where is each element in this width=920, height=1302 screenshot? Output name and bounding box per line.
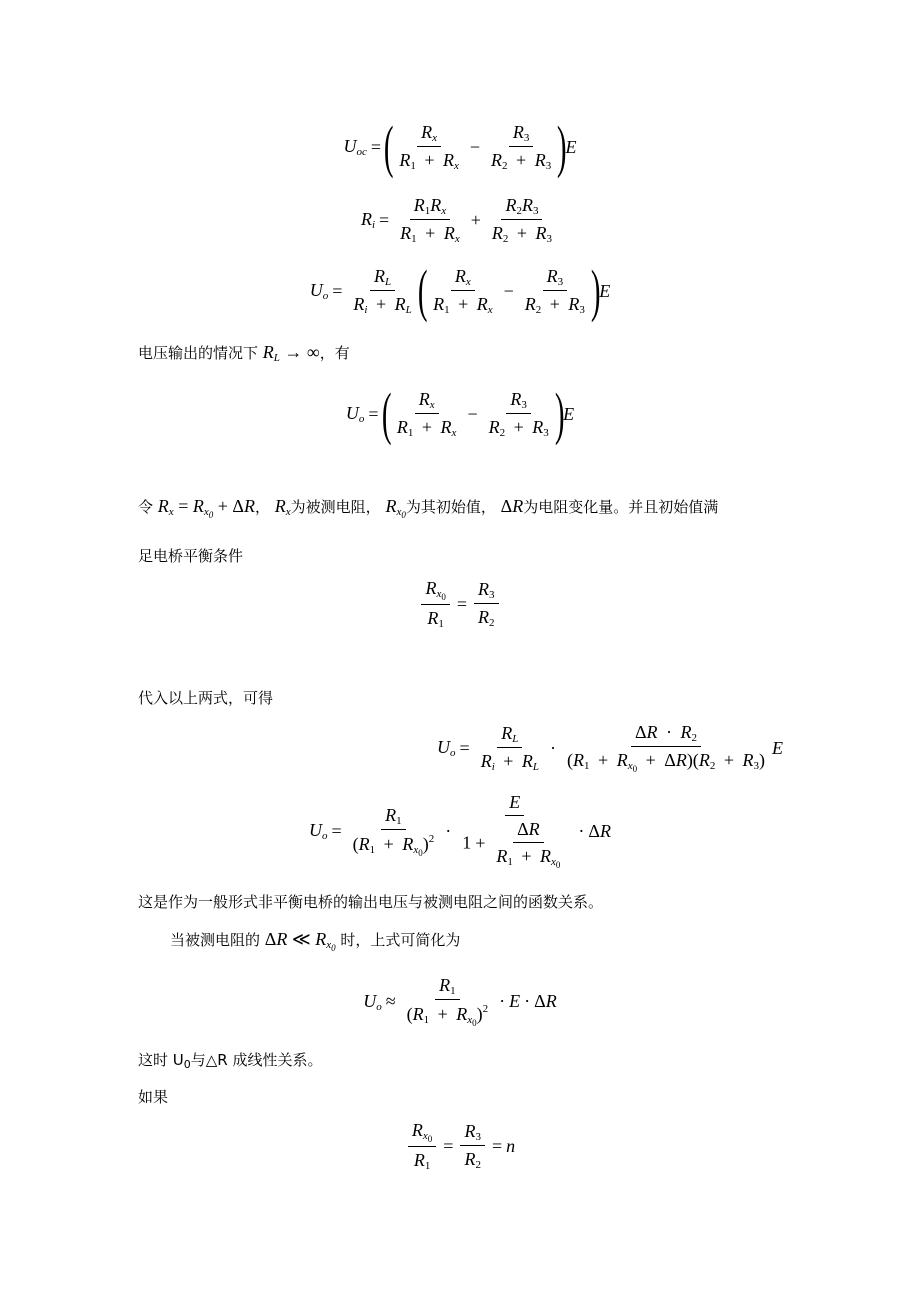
paragraph-linear: 这时 $U_0$与△R 成线性关系。 bbox=[138, 1051, 323, 1071]
paragraph-simplify: 当被测电阻的 ΔR ≪ $R_{x_0}$ 时，上式可简化为 bbox=[170, 929, 461, 953]
equation-balance: $\frac{R_{x_0}}{R_1}$ = $\frac{R_3}{R_2}$ bbox=[0, 578, 920, 630]
equation-uo-load: $U_o$ = $\frac{R_L}{R_i + R_L}$ ( $\frac{R_x}{R_1 + R_x}$ − $\frac{R_3}{R_2 + R_3}$ ) E bbox=[309, 258, 611, 323]
equation-ratio-n: $\frac{R_{x_0}}{R_1}$ = $\frac{R_3}{R_2}$ = n bbox=[0, 1120, 920, 1172]
paragraph-if: 如果 bbox=[138, 1088, 169, 1106]
paragraph-function-relation: 这是作为一般形式非平衡电桥的输出电压与被测电阻之间的函数关系。 bbox=[138, 893, 604, 911]
paragraph-definition: 令 $R_x = R_{x_0} + \Delta R$， $R_x$为被测电阻， $R_{x_0}$为其初始值， ΔR为电阻变化量。并且初始值满 bbox=[138, 496, 719, 520]
equation-uo-approx: $U_o$ ≈ $\frac{R_1}{(R_1 + R_{x_0})^2}$ · E · ΔR bbox=[363, 975, 557, 1028]
paragraph-substitute: 代入以上两式，可得 bbox=[138, 689, 274, 707]
equation-uo-open: $U_o$ = ( $\frac{R_x}{R_1 + R_x}$ − $\frac{R_3}{R_2 + R_3}$ ) E bbox=[345, 381, 575, 446]
paragraph-voltage-output: 电压输出的情况下 $R_L$ → ∞，有 bbox=[138, 342, 350, 364]
paragraph-balance-condition: 足电桥平衡条件 bbox=[138, 547, 244, 565]
equation-ri: $R_i$ = $\frac{R_1R_x}{R_1 + R_x}$ + $\frac{R_2R_3}{R_2 + R_3}$ bbox=[360, 195, 553, 245]
equation-uo-delta: $U_o$ = $\frac{R_L}{R_i + R_L}$ · $\frac{\Delta R \cdot R_2}{(R_1 + R_{x_0} + \Delta R)(R_2 + R_3)}$ E bbox=[437, 722, 783, 774]
equation-uoc: $U_{oc}$ = ( $\frac{R_x}{R_1 + R_x}$ − $\frac{R_3}{R_2 + R_3}$ ) E bbox=[343, 114, 577, 179]
equation-uo-general: $U_o$ = $\frac{R_1}{(R_1 + R_{x_0})^2}$ · E 1 + $\frac{\Delta R}{R_1 + R_{x_0}}$ · ΔR bbox=[309, 792, 611, 870]
